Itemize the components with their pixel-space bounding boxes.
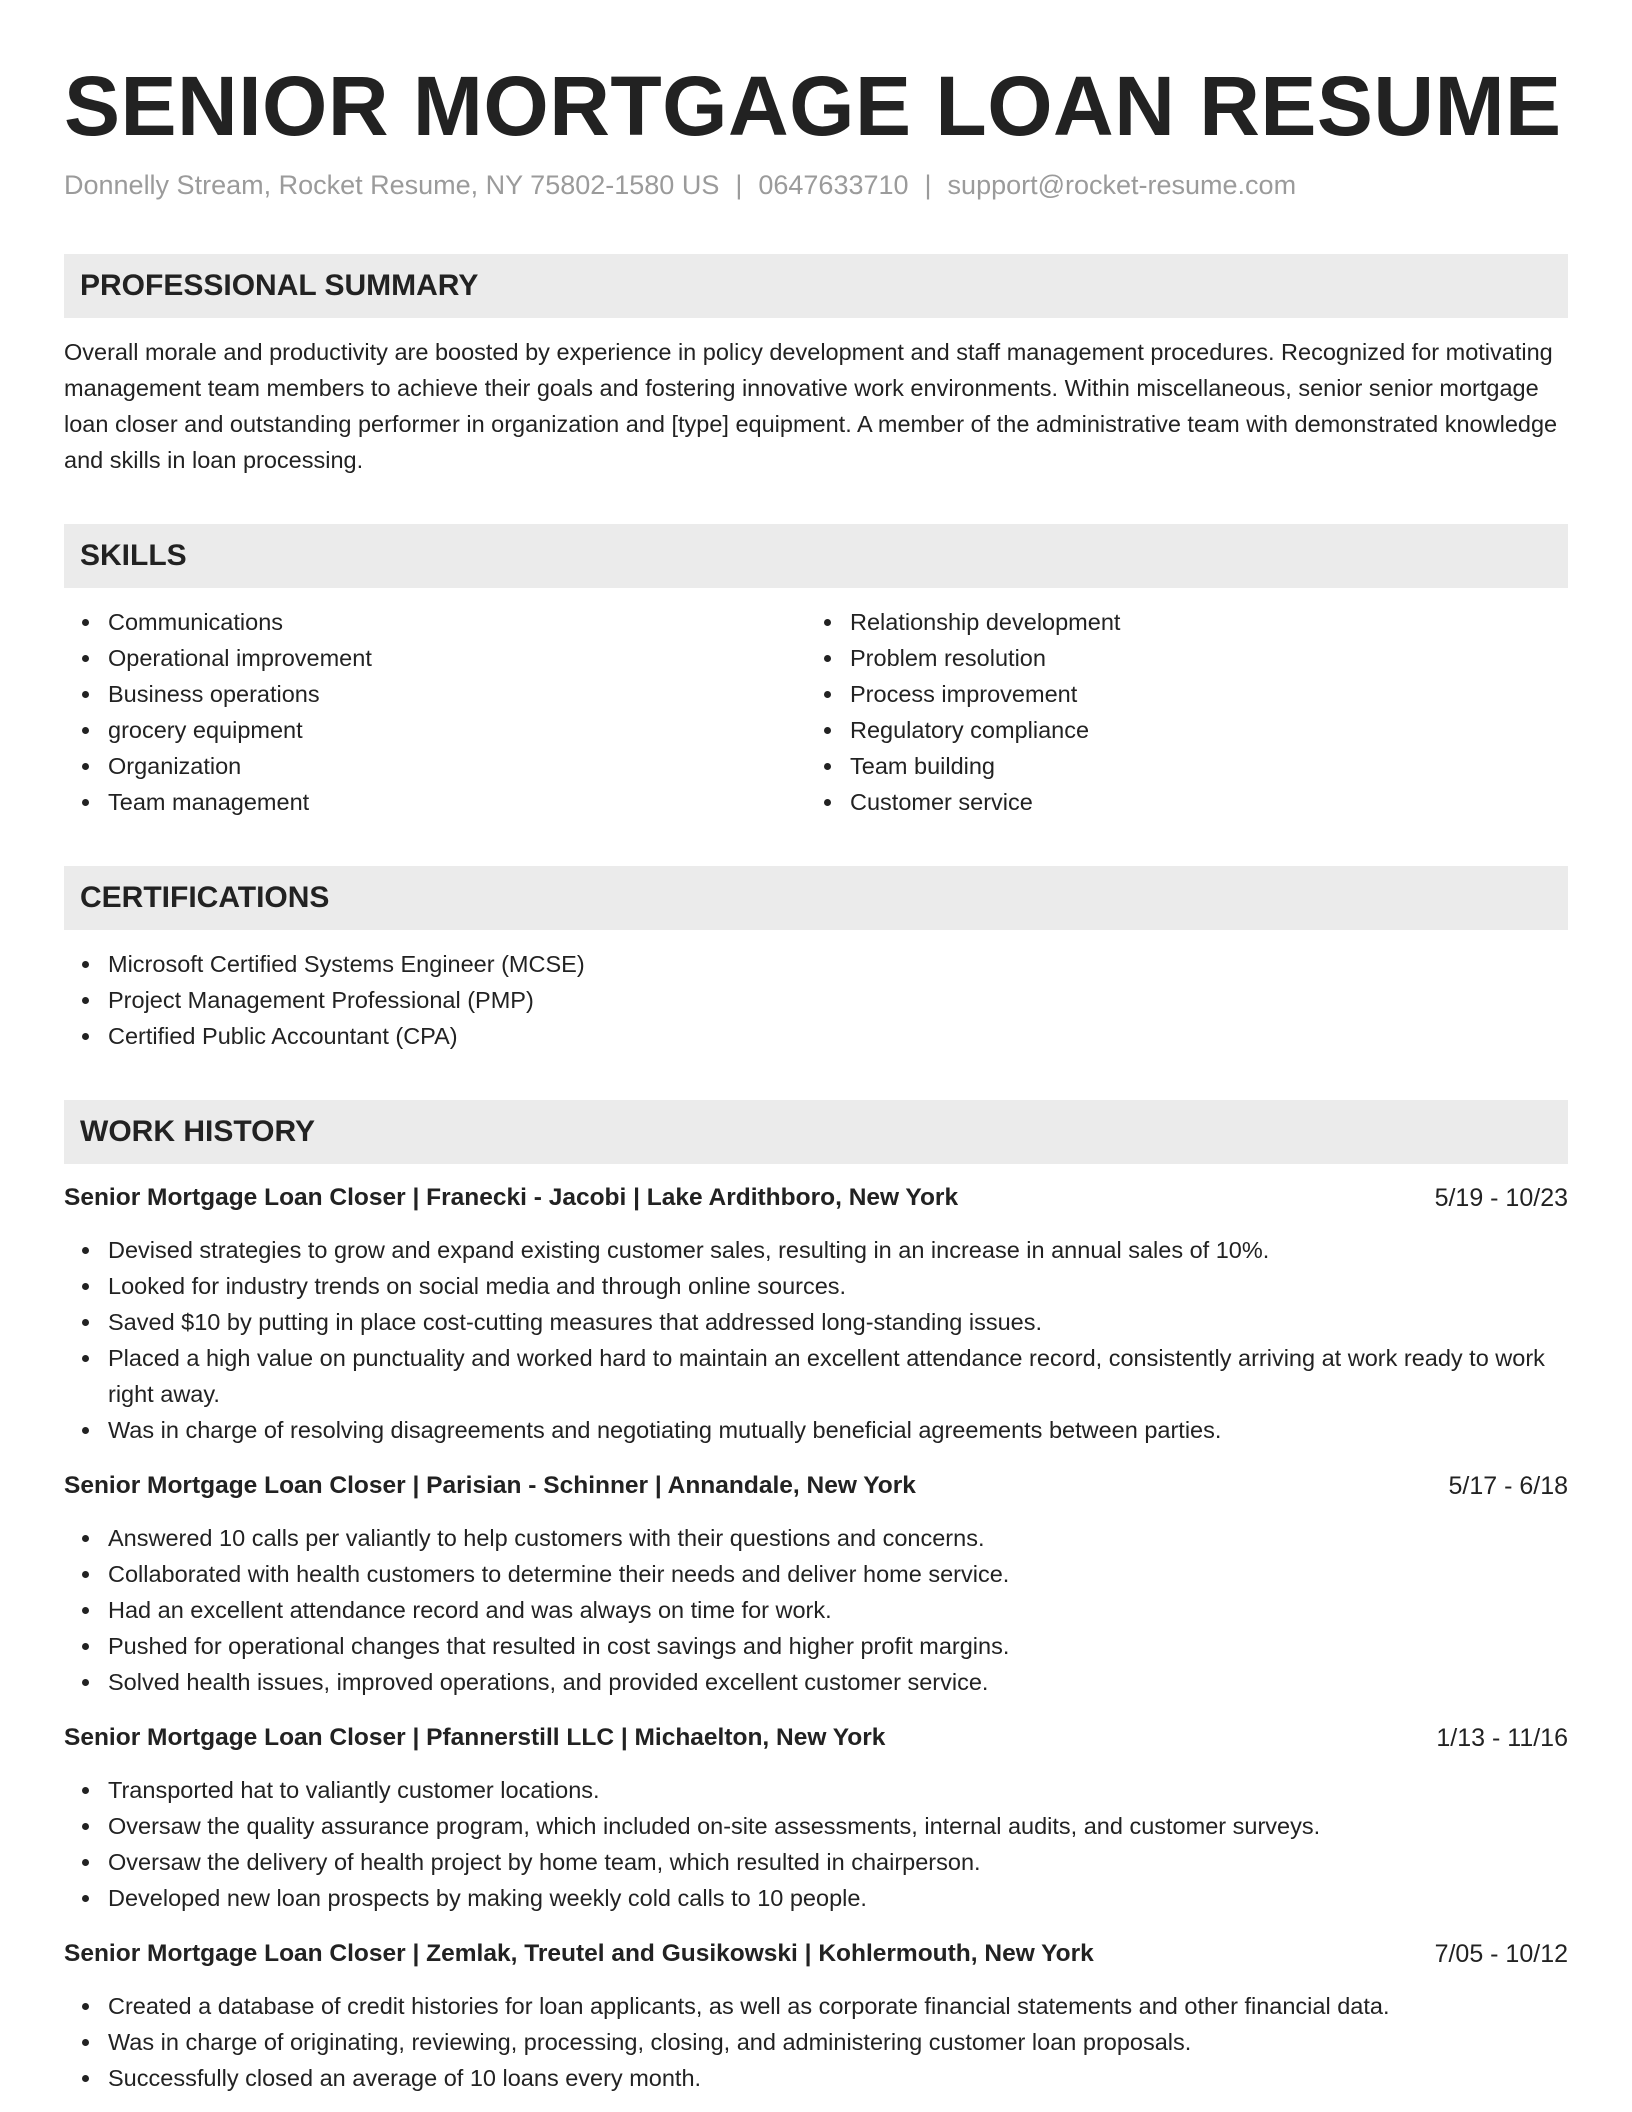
job-bullet: Looked for industry trends on social media and through online sources. — [108, 1268, 1568, 1304]
skill-item: Business operations — [108, 676, 806, 712]
skill-item: Organization — [108, 748, 806, 784]
work-history-block — [64, 1180, 1568, 2096]
job-dates: 7/05 - 10/12 — [1434, 1940, 1568, 1968]
job-bullet: Developed new loan prospects by making weekly cold calls to 10 people. — [108, 1880, 1568, 1916]
job-dates: 5/19 - 10/23 — [1434, 1184, 1568, 1212]
skill-item: Communications — [108, 604, 806, 640]
job-title: Senior Mortgage Loan Closer | Pfannerstill LLC | Michaelton, New York — [64, 1724, 886, 1751]
certification-item: Microsoft Certified Systems Engineer (MCSE) — [108, 946, 1568, 982]
contact-phone: 0647633710 — [758, 170, 909, 200]
contact-separator: | — [735, 170, 743, 200]
job-title: Senior Mortgage Loan Closer | Parisian - Schinner | Annandale, New York — [64, 1472, 916, 1499]
skills-column-left — [64, 604, 806, 820]
job-bullets — [64, 1988, 1568, 2096]
certifications-block — [64, 946, 1568, 1054]
contact-email: support@rocket-resume.com — [947, 170, 1297, 200]
section-header-skills: SKILLS — [64, 524, 1568, 588]
job-bullet: Transported hat to valiantly customer locations. — [108, 1772, 1568, 1808]
job-title: Senior Mortgage Loan Closer | Franecki - Jacobi | Lake Ardithboro, New York — [64, 1184, 959, 1211]
job-bullet: Created a database of credit histories for loan applicants, as well as corporate financial statements and other financial data. — [108, 1988, 1568, 2024]
job-bullet: Answered 10 calls per valiantly to help customers with their questions and concerns. — [108, 1520, 1568, 1556]
job-bullet: Saved $10 by putting in place cost-cutting measures that addressed long-standing issues. — [108, 1304, 1568, 1340]
skills-block — [64, 604, 1568, 820]
job-bullet: Successfully closed an average of 10 loans every month. — [108, 2060, 1568, 2096]
skill-item: Team management — [108, 784, 806, 820]
skill-item: Operational improvement — [108, 640, 806, 676]
skill-item: grocery equipment — [108, 712, 806, 748]
certification-item: Certified Public Accountant (CPA) — [108, 1018, 1568, 1054]
job-bullet: Oversaw the quality assurance program, which included on-site assessments, internal audits, and customer surveys. — [108, 1808, 1568, 1844]
skill-item: Customer service — [850, 784, 1548, 820]
contact-separator: | — [924, 170, 932, 200]
skill-item: Team building — [850, 748, 1548, 784]
job-entry — [64, 1720, 1568, 1916]
job-bullet: Was in charge of originating, reviewing, processing, closing, and administering customer loan proposals. — [108, 2024, 1568, 2060]
job-header — [64, 1936, 1568, 1972]
job-entry — [64, 1180, 1568, 1448]
job-bullet: Oversaw the delivery of health project by home team, which resulted in chairperson. — [108, 1844, 1568, 1880]
job-bullet: Collaborated with health customers to determine their needs and deliver home service. — [108, 1556, 1568, 1592]
skill-item: Relationship development — [850, 604, 1548, 640]
skill-item: Process improvement — [850, 676, 1548, 712]
job-bullet: Solved health issues, improved operations, and provided excellent customer service. — [108, 1664, 1568, 1700]
summary-block — [64, 334, 1568, 478]
job-bullets — [64, 1772, 1568, 1916]
certification-item: Project Management Professional (PMP) — [108, 982, 1568, 1018]
job-header — [64, 1180, 1568, 1216]
job-header — [64, 1720, 1568, 1756]
skills-list-left — [64, 604, 806, 820]
job-dates: 1/13 - 11/16 — [1436, 1724, 1568, 1752]
section-header-summary: PROFESSIONAL SUMMARY — [64, 254, 1568, 318]
job-bullets — [64, 1520, 1568, 1700]
skill-item: Problem resolution — [850, 640, 1548, 676]
contact-address: Donnelly Stream, Rocket Resume, NY 75802-1580 US — [64, 170, 720, 200]
resume-title: SENIOR MORTGAGE LOAN RESUME — [64, 59, 1562, 153]
job-entry — [64, 1936, 1568, 2096]
certifications-list — [64, 946, 1568, 1054]
skills-column-right — [806, 604, 1548, 820]
job-bullet: Had an excellent attendance record and was always on time for work. — [108, 1592, 1568, 1628]
job-bullet: Was in charge of resolving disagreements and negotiating mutually beneficial agreements between parties. — [108, 1412, 1568, 1448]
job-bullets — [64, 1232, 1568, 1448]
job-dates: 5/17 - 6/18 — [1448, 1472, 1568, 1500]
job-header — [64, 1468, 1568, 1504]
job-bullet: Devised strategies to grow and expand existing customer sales, resulting in an increase in annual sales of 10%. — [108, 1232, 1568, 1268]
skill-item: Regulatory compliance — [850, 712, 1548, 748]
job-entry — [64, 1468, 1568, 1700]
contact-line — [64, 168, 1568, 202]
summary-text: Overall morale and productivity are boosted by experience in policy development and staff management procedures. Recognized for motivating management team members to achieve their goals and fostering innovative work environments. Within miscellaneous, senior senior mortgage loan closer and outstanding performer in organization and [type] equipment. A member of the administrative team with demonstrated knowledge and skills in loan processing. — [64, 339, 1558, 473]
resume-page — [64, 0, 1568, 2096]
job-bullet: Placed a high value on punctuality and worked hard to maintain an excellent attendance record, consistently arriving at work ready to work right away. — [108, 1340, 1568, 1412]
skills-list-right — [806, 604, 1548, 820]
job-bullet: Pushed for operational changes that resulted in cost savings and higher profit margins. — [108, 1628, 1568, 1664]
section-header-work-history: WORK HISTORY — [64, 1100, 1568, 1164]
section-header-certifications: CERTIFICATIONS — [64, 866, 1568, 930]
job-title: Senior Mortgage Loan Closer | Zemlak, Treutel and Gusikowski | Kohlermouth, New York — [64, 1940, 1094, 1967]
